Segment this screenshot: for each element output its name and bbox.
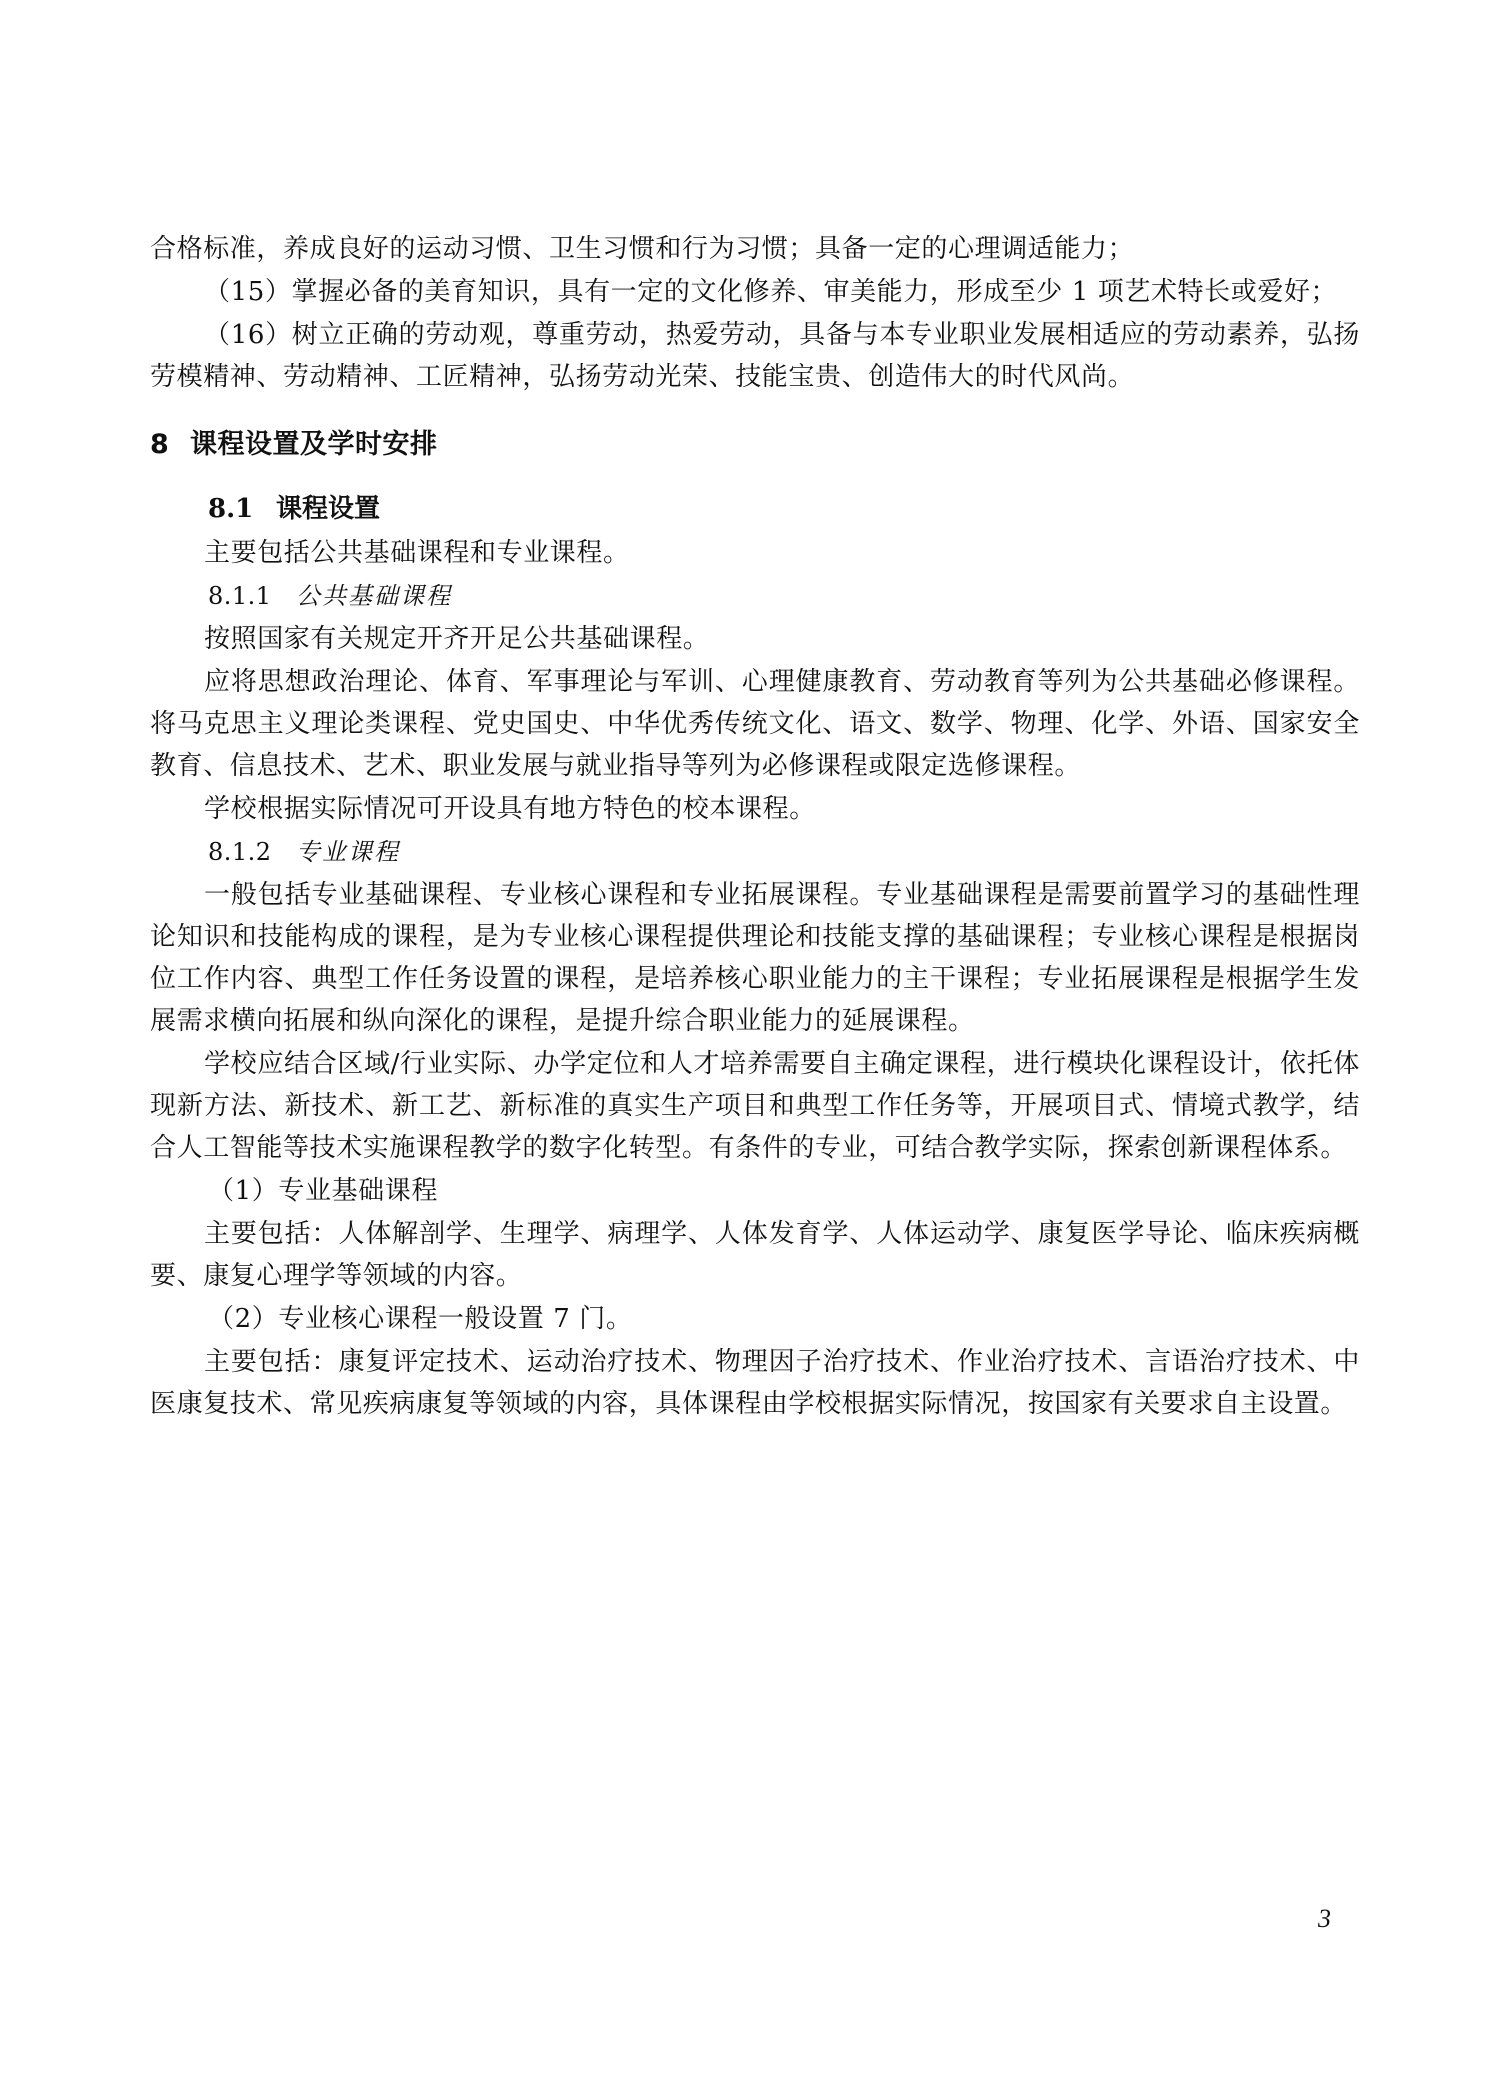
section-8-1-2-heading [208,831,1360,873]
section-8-1-1-heading [208,575,1360,617]
section-8-heading [150,424,1360,466]
section-8-1-2-paragraph: 学校应结合区域/行业实际、办学定位和人才培养需要自主确定课程，进行模块化课程设计，依托体现新方法、新技术、新工艺、新标准的真实生产项目和典型工作任务等，开展项目式、情境式教学，结合人工智能等技术实施课程教学的数字化转型。有条件的专业，可结合教学实际，探索创新课程体系。 [150,1049,1360,1163]
paragraph-item-15: （15）掌握必备的美育知识，具有一定的文化修养、审美能力，形成至少 1 项艺术特长或爱好； [204,277,1338,307]
section-8-1-1-number: 8.1.1 [208,582,272,610]
section-8-1-intro: 主要包括公共基础课程和专业课程。 [204,538,630,568]
item-2-text: 主要包括：康复评定技术、运动治疗技术、物理因子治疗技术、作业治疗技术、言语治疗技术、中医康复技术、常见疾病康复等领域的内容，具体课程由学校根据实际情况，按国家有关要求自主设置。 [150,1347,1360,1419]
section-8-1-1-title: 公共基础课程 [296,582,452,610]
section-8-1-number: 8.1 [208,494,254,524]
item-1-heading: （1）专业基础课程 [208,1176,438,1206]
section-8-1-2-title: 专业课程 [296,838,400,866]
paragraph-continuation: 合格标准，养成良好的运动习惯、卫生习惯和行为习惯；具备一定的心理调适能力； [150,234,1135,264]
section-8-1-title: 课程设置 [276,494,381,524]
section-8-number: 8 [150,429,170,460]
page-number: 3 [1318,1904,1331,1933]
section-8-1-1-paragraph: 应将思想政治理论、体育、军事理论与军训、心理健康教育、劳动教育等列为公共基础必修课程。将马克思主义理论类课程、党史国史、中华优秀传统文化、语文、数学、物理、化学、外语、国家安全教育、信息技术、艺术、职业发展与就业指导等列为必修课程或限定选修课程。 [150,667,1360,781]
item-2-heading: （2）专业核心课程一般设置 7 门。 [208,1304,633,1334]
page-content [150,228,1360,1426]
section-8-title: 课程设置及学时安排 [190,429,438,460]
section-8-1-2-paragraph: 一般包括专业基础课程、专业核心课程和专业拓展课程。专业基础课程是需要前置学习的基础性理论知识和技能构成的课程，是为专业核心课程提供理论和技能支撑的基础课程；专业核心课程是根据岗位工作内容、典型工作任务设置的课程，是培养核心职业能力的主干课程；专业拓展课程是根据学生发展需求横向拓展和纵向深化的课程，是提升综合职业能力的延展课程。 [150,880,1360,1036]
section-8-1-1-paragraph: 学校根据实际情况可开设具有地方特色的校本课程。 [204,794,816,824]
section-8-1-2-number: 8.1.2 [208,838,272,866]
paragraph-item-16: （16）树立正确的劳动观，尊重劳动，热爱劳动，具备与本专业职业发展相适应的劳动素养，弘扬劳模精神、劳动精神、工匠精神，弘扬劳动光荣、技能宝贵、创造伟大的时代风尚。 [150,320,1360,392]
section-8-1-heading [208,488,1360,530]
item-1-text: 主要包括：人体解剖学、生理学、病理学、人体发育学、人体运动学、康复医学导论、临床疾病概要、康复心理学等领域的内容。 [150,1219,1360,1291]
section-8-1-1-paragraph: 按照国家有关规定开齐开足公共基础课程。 [204,624,710,654]
